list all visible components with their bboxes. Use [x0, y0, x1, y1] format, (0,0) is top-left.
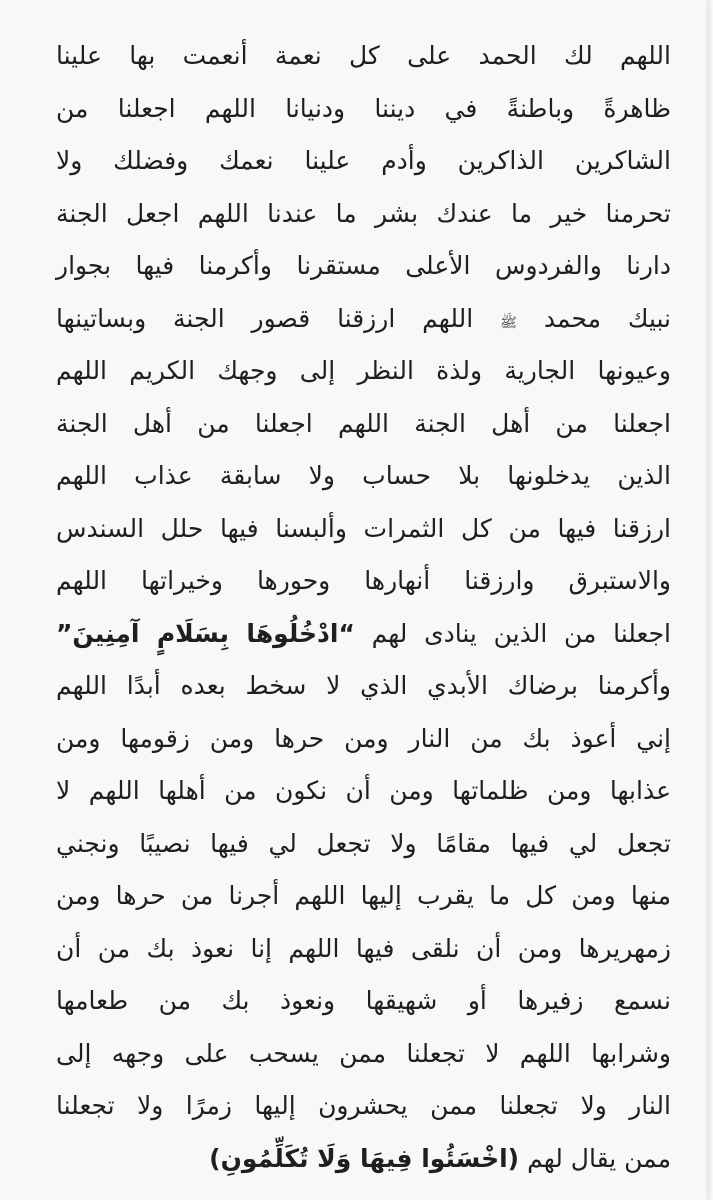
text-line: زمهريرها ومن أن نلقى فيها اللهم إنا نعوذ بك من أن	[56, 933, 671, 963]
text-line: اللهم لك الحمد على كل نعمة أنعمت بها علينا	[56, 41, 671, 70]
text-line: نسمع زفيرها أو شهيقها ونعوذ بك من طعامها	[56, 986, 671, 1015]
text-line: والاستبرق وارزقنا أنهارها وحورها وخيراتها اللهم	[56, 566, 671, 595]
text-line: تجعل لي فيها مقامًا ولا تجعل لي فيها نصيبًا ونجني	[56, 828, 671, 858]
text-line: الشاكرين الذاكرين وأدم علينا نعمك وفضلك ولا	[56, 146, 671, 175]
text-line: وعيونها الجارية ولذة النظر إلى وجهك الكريم اللهم	[56, 356, 671, 385]
text-line: تحرمنا خير ما عندك بشر ما عندنا اللهم اجعل الجنة	[56, 198, 671, 228]
text-line: عذابها ومن ظلماتها ومن أن نكون من أهلها اللهم لا	[56, 776, 671, 805]
text-line: وأكرمنا برضاك الأبدي الذي لا سخط بعده أبدًا اللهم	[56, 671, 671, 700]
text-line: ظاهرةً وباطنةً في ديننا ودنيانا اللهم اجعلنا من	[56, 93, 671, 123]
quran-quote: “ادْخُلُوهَا بِسَلَامٍ آمِنِينَ”	[56, 618, 355, 648]
text-line: منها ومن كل ما يقرب إليها اللهم أجرنا من حرها ومن	[56, 881, 671, 910]
text-segment: ممن يقال لهم	[527, 1143, 671, 1173]
text-segment: اجعلنا من الذين ينادى لهم	[371, 618, 671, 648]
text-line	[56, 1133, 671, 1186]
text-line: دارنا والفردوس الأعلى مستقرنا وأكرمنا فيها بجوار	[56, 251, 671, 280]
text-line: اجعلنا من أهل الجنة اللهم اجعلنا من أهل الجنة	[56, 408, 671, 438]
text-line: النار ولا تجعلنا ممن يحشرون إليها زمرًا ولا تجعلنا	[56, 1091, 671, 1120]
quran-quote: (اخْسَئُوا فِيهَا وَلَا تُكَلِّمُونِ)	[209, 1143, 520, 1173]
text-line	[56, 608, 671, 661]
salawat-honorific: ﷺ	[500, 314, 517, 331]
text-line	[56, 293, 671, 346]
text-segment: اللهم ارزقنا قصور الجنة وبساتينها	[56, 303, 474, 333]
text-line: الذين يدخلونها بلا حساب ولا سابقة عذاب اللهم	[56, 461, 671, 490]
text-line: إني أعوذ بك من النار ومن حرها ومن زقومها ومن	[56, 723, 671, 753]
dua-text	[56, 30, 671, 1185]
text-line: ارزقنا فيها من كل الثمرات وألبسنا فيها حلل السندس	[56, 513, 671, 543]
text-segment: نبيك محمد	[543, 303, 671, 333]
text-line: وشرابها اللهم لا تجعلنا ممن يسحب على وجهه إلى	[56, 1038, 671, 1068]
scrollbar-track[interactable]	[706, 0, 711, 1200]
